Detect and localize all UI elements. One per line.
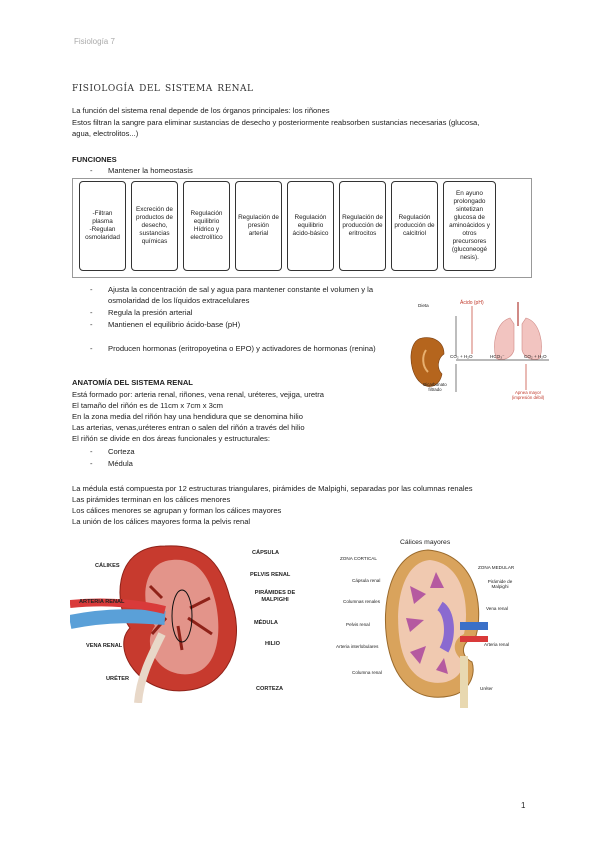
label-capsula-renal: Cápsula renal bbox=[352, 578, 381, 583]
label-bicarbonato: Bicarbonato filtrado bbox=[423, 382, 447, 392]
label-zona-medular: ZONA MEDULAR bbox=[478, 565, 515, 570]
kidney-illustration-right bbox=[380, 546, 500, 708]
funciones-heading: FUNCIONES bbox=[72, 155, 117, 164]
anatomia-line: El tamaño del riñón es de 11cm x 7cm x 3cm bbox=[72, 401, 223, 410]
label-vena-renal-r: Vena renal bbox=[486, 606, 508, 611]
function-box: Regulación de presión arterial bbox=[235, 181, 282, 271]
bullet-hormonas: - Producen hormonas (eritropoyetina o EPO) y activadores de hormonas (renina) bbox=[90, 344, 376, 353]
function-box: Regulación producción de calcitriol bbox=[391, 181, 438, 271]
bullet-text: Mantener la homeostasis bbox=[108, 166, 193, 175]
medula-line: La médula está compuesta por 12 estructuras triangulares, pirámides de Malpighi, separadas por las columnas renales bbox=[72, 484, 473, 493]
label-hilio: HILIO bbox=[265, 641, 280, 647]
label-columna-renal: Columna renal bbox=[352, 670, 382, 675]
label-piramide-malpighi: Pirámide de Malpighi bbox=[487, 579, 513, 589]
label-apnea: Apnea mayor (impresión débil) bbox=[511, 390, 545, 400]
label-arterias-inter: Arteria interlobulares bbox=[336, 644, 379, 649]
label-hco3: HCO₃⁻ bbox=[490, 354, 505, 359]
label-ureter-r: Uréter bbox=[480, 686, 493, 691]
label-co2-2: CO₂ + H₂O bbox=[524, 354, 547, 359]
label-calices-mayores: Cálices mayores bbox=[400, 539, 451, 546]
label-pelvis-renal: PELVIS RENAL bbox=[250, 572, 291, 578]
label-piramides: PIRÁMIDES DE MALPIGHI bbox=[254, 590, 296, 603]
functions-diagram bbox=[72, 178, 532, 278]
label-arteria-renal: ARTERIA RENAL bbox=[79, 599, 125, 605]
bullet-homeostasis: - Mantener la homeostasis bbox=[90, 166, 193, 175]
bullet-ph: - Mantienen el equilibrio ácido-base (pH) bbox=[90, 320, 241, 329]
intro-line-2: Estos filtran la sangre para eliminar sustancias de desecho y posteriormente reabsorben sustancias necesarias (glucosa, bbox=[72, 118, 480, 127]
medula-line: La unión de los cálices mayores forma la pelvis renal bbox=[72, 517, 251, 526]
label-acido: Ácido (pH) bbox=[460, 300, 484, 306]
function-box: Regulación de producción de eritrocitos bbox=[339, 181, 386, 271]
label-capsula: CÁPSULA bbox=[252, 550, 280, 556]
bullet-text: Médula bbox=[108, 459, 133, 468]
anatomia-line: En la zona media del riñón hay una hendidura que se denomina hilio bbox=[72, 412, 303, 421]
bullet-corteza: - Corteza bbox=[90, 447, 135, 456]
intro-line-1: La función del sistema renal depende de los órganos principales: los riñones bbox=[72, 106, 330, 115]
label-ureter: URÉTER bbox=[106, 676, 129, 682]
label-medula: MÉDULA bbox=[254, 620, 278, 626]
function-box: Regulación equilibrio Hídrico y electrolítico bbox=[183, 181, 230, 271]
label-co2-1: CO₂ + H₂O bbox=[450, 354, 473, 359]
page-number: 1 bbox=[521, 801, 526, 810]
bullet-presion: - Regula la presión arterial bbox=[90, 308, 193, 317]
medula-line: Los cálices menores se agrupan y forman los cálices mayores bbox=[72, 506, 282, 515]
intro-line-3: agua, electrolitos...) bbox=[72, 129, 139, 138]
label-dieta: Dieta bbox=[418, 303, 429, 308]
function-box: Excreción de productos de desecho, sustancias químicas bbox=[131, 181, 178, 271]
label-columnas-renales: Columnas renales bbox=[343, 599, 381, 604]
bullet-text: Mantienen el equilibrio ácido-base (pH) bbox=[108, 320, 241, 329]
bullet-text: Corteza bbox=[108, 447, 135, 456]
page-title: fisiología del sistema renal bbox=[72, 80, 254, 95]
anatomia-line: El riñón se divide en dos áreas funcionales y estructurales: bbox=[72, 434, 270, 443]
bullet-text: Ajusta la concentración de sal y agua para mantener constante el volumen y la osmolaridad de los líquidos extracelulares bbox=[108, 285, 374, 305]
anatomia-heading: ANATOMÍA DEL SISTEMA RENAL bbox=[72, 378, 193, 387]
label-vena-renal: VENA RENAL bbox=[86, 643, 123, 649]
bullet-medula: - Médula bbox=[90, 459, 133, 468]
anatomia-line: Las arterias, venas,uréteres entran o salen del riñón a través del hilio bbox=[72, 423, 305, 432]
label-corteza: CORTEZA bbox=[256, 686, 284, 692]
bullet-text: Regula la presión arterial bbox=[108, 308, 193, 317]
label-zona-cortical: ZONA CORTICAL bbox=[340, 556, 377, 561]
label-pelvis-renal-r: Pelvis renal bbox=[346, 622, 370, 627]
bullet-sal-agua: - Ajusta la concentración de sal y agua para mantener constante el volumen y la osmolaridad de los líquidos extracelulares bbox=[90, 285, 374, 305]
medula-line: Las pirámides terminan en los cálices menores bbox=[72, 495, 231, 504]
bullet-text: Producen hormonas (eritropoyetina o EPO) y activadores de hormonas (renina) bbox=[108, 344, 376, 353]
label-arteria-renal-r: Arteria renal bbox=[484, 642, 510, 647]
function-box: -Filtran plasma -Regulan osmolaridad bbox=[79, 181, 126, 271]
anatomia-line: Está formado por: arteria renal, riñones, vena renal, uréteres, vejiga, uretra bbox=[72, 390, 324, 399]
label-calices: CÁLIKES bbox=[95, 563, 120, 569]
function-box: Regulación equilibrio ácido-básico bbox=[287, 181, 334, 271]
running-header: Fisiología 7 bbox=[74, 37, 115, 46]
function-box: En ayuno prolongado sintetizan glucosa de aminoácidos y otros precursores (gluconeogé nesis). bbox=[443, 181, 496, 271]
